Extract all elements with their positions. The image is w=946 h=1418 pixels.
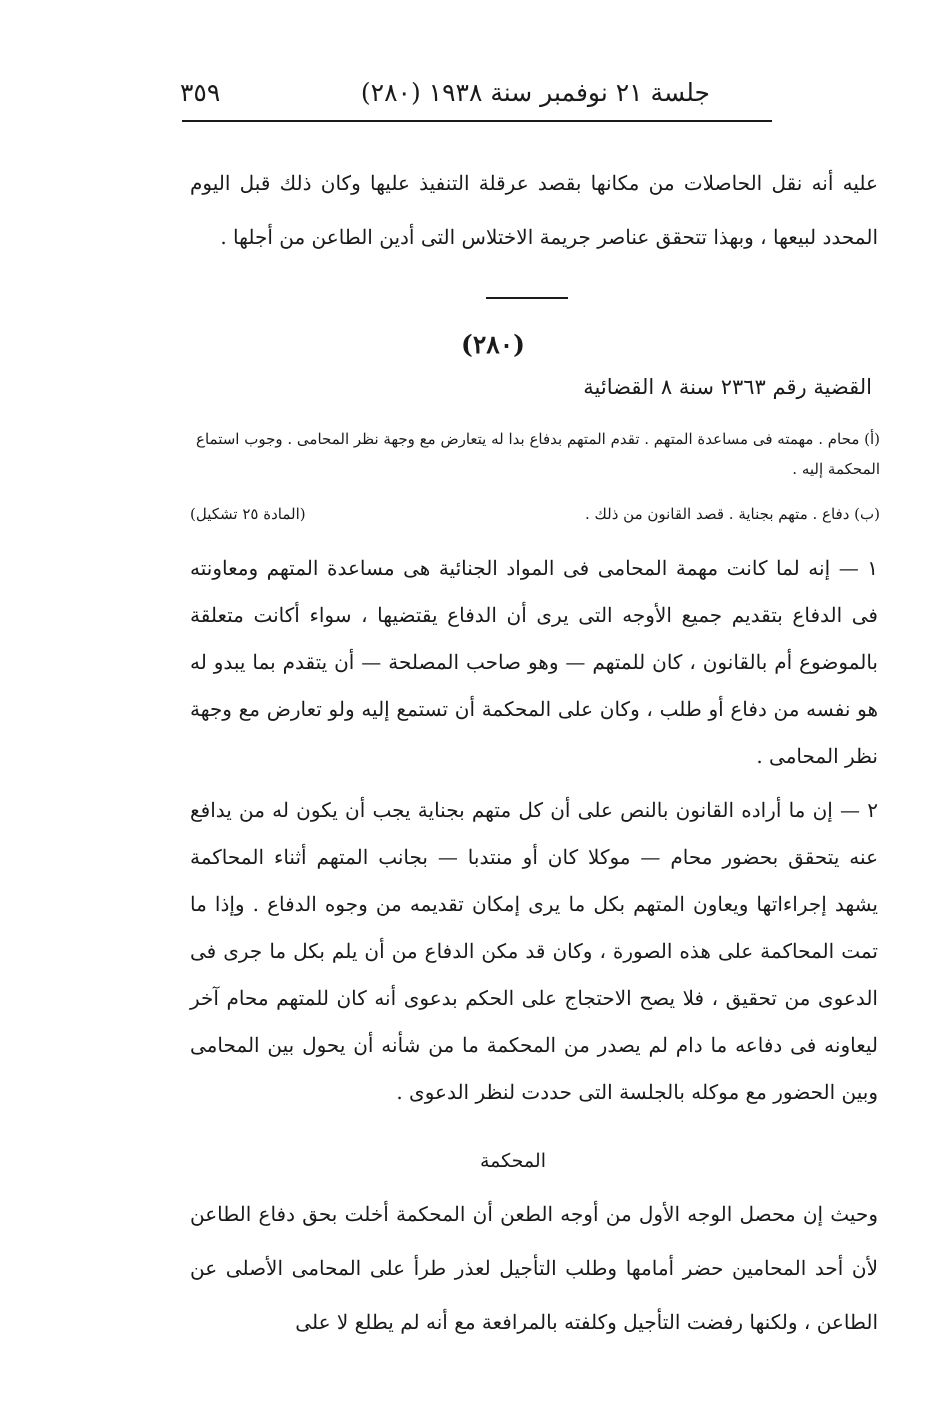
article-reference: (المادة ٢٥ تشكيل) [190, 505, 306, 523]
intro-paragraph [190, 156, 878, 264]
header-divider [182, 120, 772, 122]
page-number: ٣٥٩ [180, 77, 221, 107]
summary-item-b: (ب) دفاع . متهم بجناية . قصد القانون من ذلك . [584, 505, 880, 523]
section-divider [486, 297, 568, 299]
principle-2 [190, 787, 878, 1116]
page-header [180, 72, 710, 112]
principle-1 [190, 545, 878, 780]
intro-text: عليه أنه نقل الحاصلات من مكانها بقصد عرقلة التنفيذ عليها وكان ذلك قبل اليوم المحدد لبيعها ، وبهذا تتحقق عناصر جريمة الاختلاس التى أدين الطاعن من أجلها . [190, 171, 878, 249]
case-number: (٢٨٠) [461, 330, 525, 359]
summary-item-a: (أ) محام . مهمته فى مساعدة المتهم . تقدم المتهم بدفاع بدا له يتعارض مع وجهة نظر المحامى . وجوب استماع المحكمة إليه . [196, 430, 880, 478]
case-title: القضية رقم ٢٣٦٣ سنة ٨ القضائية [583, 375, 872, 399]
court-paragraph [190, 1187, 878, 1349]
court-heading: المحكمة [480, 1150, 546, 1172]
summary-item-b-row [190, 505, 880, 523]
court-paragraph-text: وحيث إن محصل الوجه الأول من أوجه الطعن أن المحكمة أخلت بحق دفاع الطاعن لأن أحد المحامين حضر أمامها وطلب التأجيل لعذر طرأ على المحامى الأصلى عن الطاعن ، ولكنها رفضت التأجيل وكلفته بالمرافعة مع أنه لم يطلع لا على [190, 1202, 878, 1334]
principle-2-text: ٢ — إن ما أراده القانون بالنص على أن كل متهم بجناية يجب أن يكون له من يدافع عنه يتحقق بحضور محام — موكلا كان أو منتدبا — بجانب المتهم أثناء المحاكمة يشهد إجراءاتها ويعاون المتهم بكل ما يرى إمكان تقديمه من وجوه الدفاع . وإذا ما تمت المحاكمة على هذه الصورة ، وكان قد مكن الدفاع من أن يلم بكل ما جرى فى الدعوى من تحقيق ، فلا يصح الاحتجاج على الحكم بدعوى أنه كان للمتهم محام آخر ليعاونه فى دفاعه ما دام لم يصدر من المحكمة ما من شأنه أن يحول بين المحامى وبين الحضور مع موكله بالجلسة التى حددت لنظر الدعوى . [190, 798, 878, 1104]
principle-1-text: ١ — إنه لما كانت مهمة المحامى فى المواد الجنائية هى مساعدة المتهم ومعاونته فى الدفاع بتقديم جميع الأوجه التى يرى أن الدفاع يقتضيها ، سواء أكانت متعلقة بالموضوع أم بالقانون ، كان للمتهم — وهو صاحب المصلحة — أن يتقدم بما يبدو له هو نفسه من دفاع أو طلب ، وكان على المحكمة أن تستمع إليه ولو تعارض مع وجهة نظر المحامى . [190, 556, 878, 768]
session-title: جلسة ٢١ نوفمبر سنة ١٩٣٨ (٢٨٠) [360, 77, 710, 107]
